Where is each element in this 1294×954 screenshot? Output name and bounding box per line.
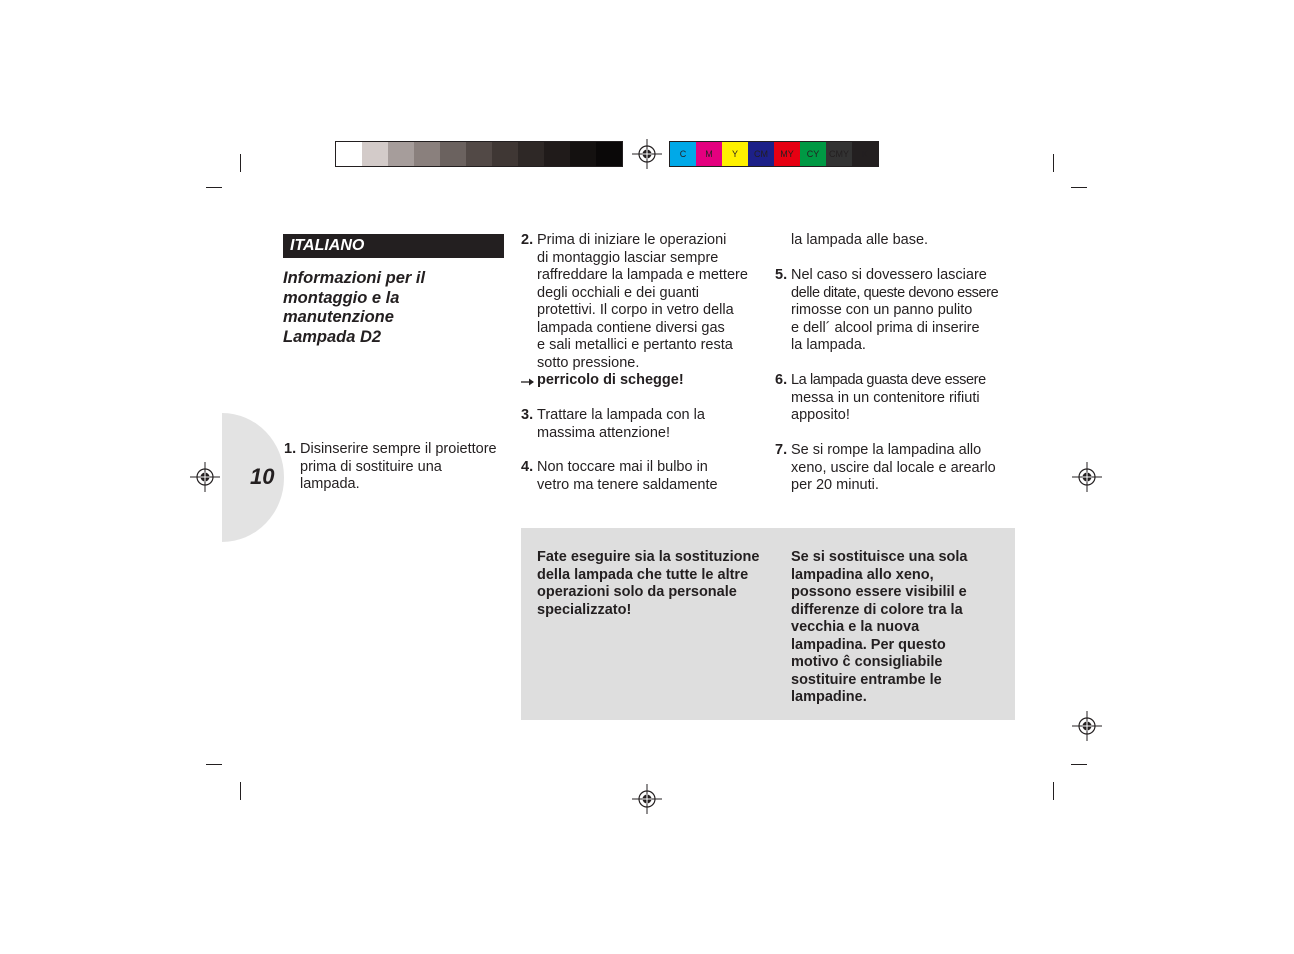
step-number: 6. [775,372,788,388]
notice-line: lampadina. Per questo [791,636,946,653]
step-line: delle ditate, queste devono essere [791,284,999,301]
section-heading [283,269,503,347]
crop-mark [206,187,222,188]
step-number: 3. [521,407,534,423]
step-text [791,372,986,425]
crop-mark [206,764,222,765]
color-swatch: K [852,142,878,166]
gray-swatch [414,142,440,166]
step-line: messa in un contenitore rifiuti [791,389,980,406]
color-swatch: CM [748,142,774,166]
color-swatch: MY [774,142,800,166]
gray-swatch [518,142,544,166]
notice-line: Fate eseguire sia la sostituzione [537,549,760,565]
step-line: sotto pressione. [537,354,640,371]
step-number: 7. [775,442,788,458]
step-number: 2. [521,232,534,248]
crop-mark [240,782,241,800]
step-line: rimosse con un panno pulito [791,302,973,318]
gray-swatch [362,142,388,166]
crop-mark [240,154,241,172]
registration-mark-icon [632,784,662,814]
step-number: 5. [775,267,788,283]
step-text [537,459,718,494]
page-number: 10 [250,464,275,489]
step-text [791,442,996,495]
heading-line: montaggio e la [283,288,400,307]
notice-line: operazioni solo da personale [537,584,737,600]
gray-swatch [596,142,622,166]
step-line: la lampada alle base. [791,232,929,248]
step-line: apposito! [791,407,850,423]
gray-swatch [492,142,518,166]
heading-line: manutenzione [283,308,394,326]
notice-line: motivo ĉ consigliabile [791,654,943,670]
step-line: lampada contiene diversi gas [537,319,725,336]
warning-text: perricolo di schegge! [537,372,684,388]
registration-mark-icon [632,139,662,169]
registration-mark-icon [1072,462,1102,492]
step-text [791,267,998,355]
notice-line: lampadina allo xeno, [791,566,934,583]
step-line: per 20 minuti. [791,477,879,493]
color-swatch: CMY [826,142,852,166]
step-line: vetro ma tenere saldamente [537,476,718,493]
gray-swatch [466,142,492,166]
step-line: la lampada. [791,337,866,353]
color-swatch: Y [722,142,748,166]
crop-mark [1053,782,1054,800]
notice-line: possono essere visibilil e [791,584,967,600]
step-line: massima attenzione! [537,424,670,441]
gray-swatch [388,142,414,166]
crop-mark [1071,187,1087,188]
step-text [537,232,748,390]
color-swatch: CY [800,142,826,166]
step-line: lampada. [300,476,360,492]
step-line: protettivi. Il corpo in vetro della [537,302,734,318]
step-line: Nel caso si dovessero lasciare [791,267,987,283]
notice-line: della lampada che tutte le altre [537,566,749,583]
step-line: raffreddare la lampada e mettere [537,267,748,283]
step-text [300,441,497,494]
notice-line: specializzato! [537,601,632,618]
step-line: di montaggio lasciar sempre [537,249,719,266]
step-number: 1. [284,441,297,457]
step-line: Prima di iniziare le operazioni [537,232,727,248]
gray-swatch [544,142,570,166]
color-swatch: M [696,142,722,166]
gray-swatch [440,142,466,166]
notice-line: sostituire entrambe le [791,671,942,688]
registration-mark-icon [1072,711,1102,741]
step-line: Disinserire sempre il proiettore [300,441,497,457]
language-label: ITALIANO [283,234,504,258]
gray-swatch [336,142,362,166]
step-line: e sali metallici e pertanto resta [537,337,733,353]
notice-left-text [537,549,759,619]
notice-line: Se si sostituisce una sola [791,549,968,565]
heading-line: Informazioni per il [283,269,426,287]
step-line: La lampada guasta deve essere [791,372,986,388]
step-line: prima di sostituire una [300,458,442,475]
step-line: degli occhiali e dei guanti [537,284,700,301]
crop-mark [1053,154,1054,172]
color-swatch: C [670,142,696,166]
crop-mark [1071,764,1087,765]
step-line: e dell´ alcool prima di inserire [791,319,980,336]
step-text [537,407,705,442]
notice-line: vecchia e la nuova [791,619,920,635]
gray-swatch [570,142,596,166]
heading-line: Lampada D2 [283,327,382,346]
registration-mark-icon [190,462,220,492]
color-control-bar [669,141,879,167]
notice-line: differenze di colore tra la [791,601,963,618]
arrow-right-icon [521,377,535,387]
step-line: xeno, uscire dal locale e arearlo [791,459,996,476]
step-line: Non toccare mai il bulbo in [537,459,708,475]
step-number: 4. [521,459,534,475]
step-line: Se si rompe la lampadina allo [791,442,982,458]
grayscale-bar [335,141,623,167]
notice-line: lampadine. [791,689,867,705]
notice-right-text [791,549,968,707]
step-line: Trattare la lampada con la [537,407,705,423]
step-text [791,232,928,250]
